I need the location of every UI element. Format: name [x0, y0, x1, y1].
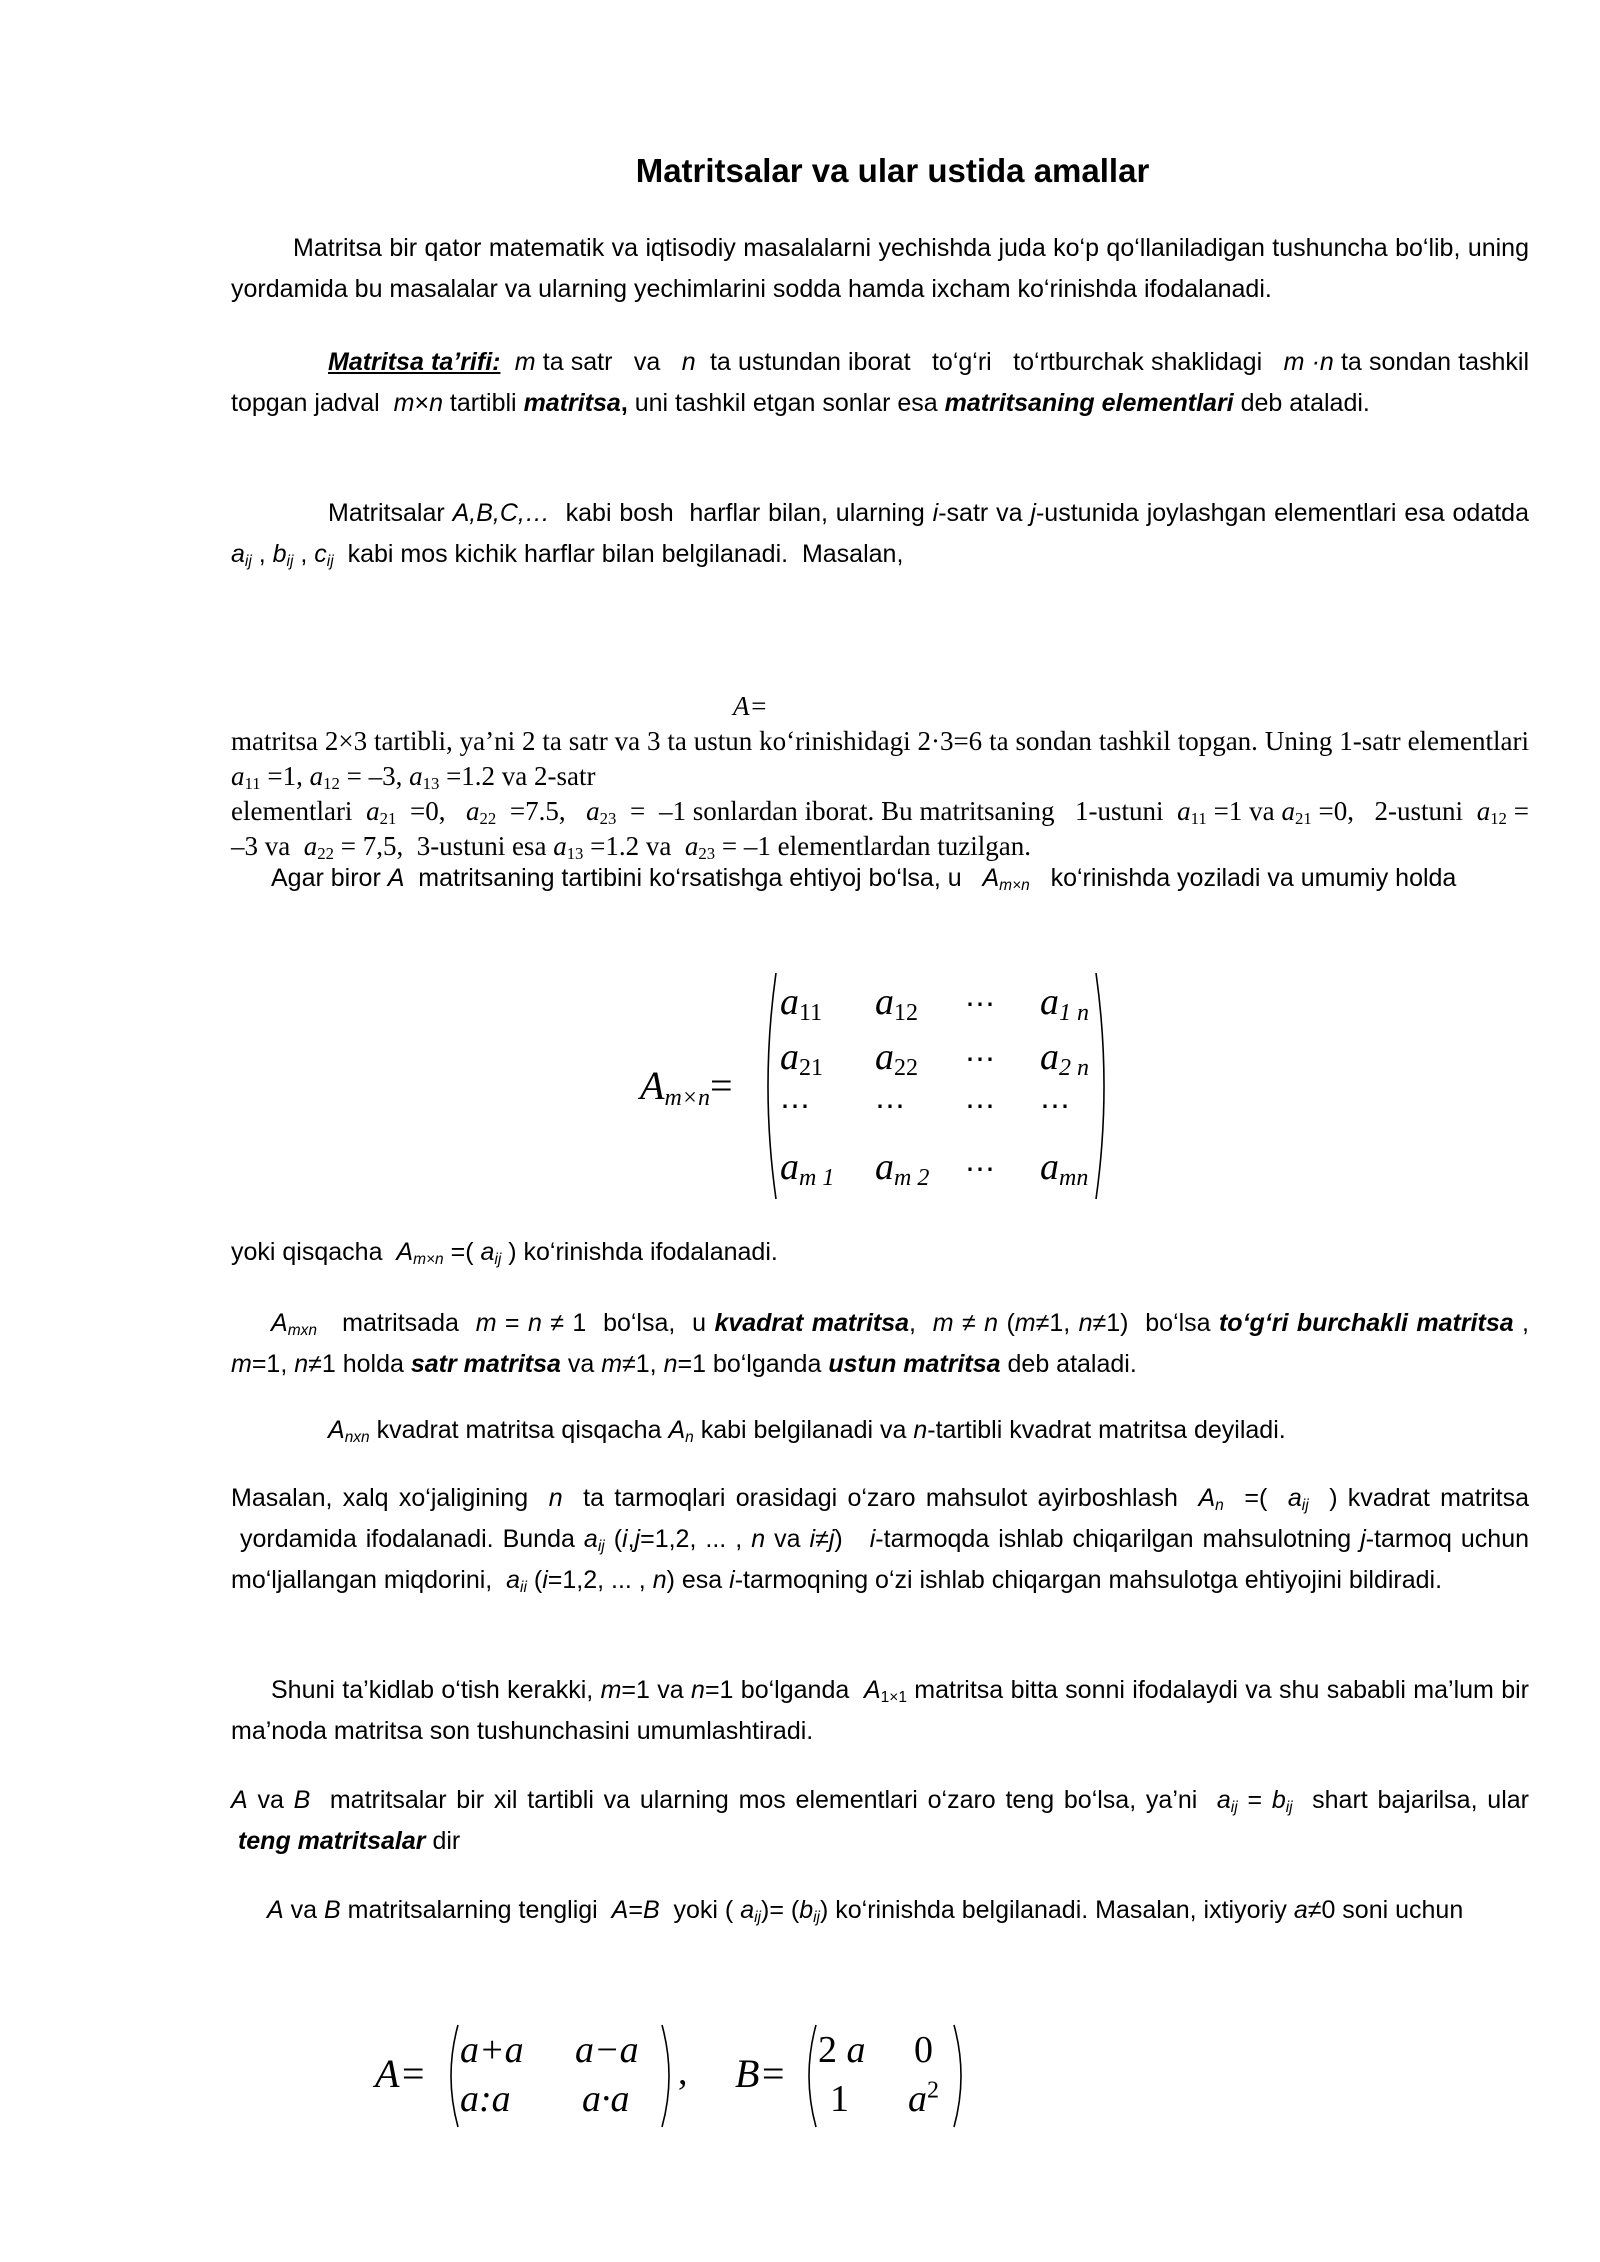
- matrix-element: $a_{1 n}$: [1040, 981, 1089, 1026]
- matrix-element: $a_{mn}$: [1040, 1146, 1089, 1191]
- matrix-types-paragraph: $A_{mxn}$ matritsada m = n ≠ 1 bo‘lsa, u kvadrat matritsa, m ≠ n (m≠1, n≠1) bo‘lsa to‘g‘ri burchakli matritsa , m=1, n≠1 holda satr matritsa va m≠1, n=1 bo‘lganda ustun matritsa deb ataladi.: [231, 1309, 1529, 1378]
- matrix-element: $a_{21}$: [780, 1036, 823, 1081]
- matrix-element: $a_{m 1}$: [780, 1146, 835, 1191]
- short-form-paragraph: yoki qisqacha $A_{m\times n}$ =( $a_{ij}$ ) ko‘rinishda ifodalanadi.: [231, 1238, 778, 1268]
- left-paren: [758, 970, 780, 1202]
- matrix-element: ⋯: [1040, 1090, 1070, 1123]
- matrix-b-right-paren: [950, 2022, 970, 2130]
- example-matrices-formula: [370, 2020, 990, 2130]
- page-title: Matritsalar va ular ustida amallar: [635, 152, 1150, 189]
- right-paren: [1092, 970, 1114, 1202]
- one-by-one-paragraph: Shuni ta’kidlab o‘tish kerakki, m=1 va n=1 bo‘lganda $A_{1\times 1}$ matritsa bitta sonni ifodalaydi va shu sababli ma’lum bir ma’noda matritsa son tushunchasini umumlashtiradi.: [231, 1676, 1529, 1745]
- matrix-element: $a_{12}$: [875, 981, 918, 1026]
- matrix-a-cell: a−a: [575, 2029, 639, 2071]
- square-matrix-paragraph: $A_{nxn}$ kvadrat matritsa qisqacha $A_n$ kabi belgilanadi va n-tartibli kvadrat matritsa deyiladi.: [328, 1416, 1286, 1446]
- equality-notation-paragraph: A va B matritsalarning tengligi A=B yoki ( $a_{ij})= (b_{ij})$ ko‘rinishda belgilanadi. Masalan, ixtiyoriy a≠0 soni uchun: [267, 1896, 1464, 1926]
- matrix-element: ⋯: [875, 1090, 905, 1123]
- matrix-a-right-paren: [658, 2022, 678, 2130]
- matrix-b-label: B=: [735, 2051, 787, 2096]
- matrix-b-cell: $a^2$: [908, 2077, 939, 2120]
- matrix-a-cell: a+a: [460, 2029, 524, 2071]
- definition-paragraph: Matritsa ta’rifi: m ta satr va n ta ustundan iborat to‘g‘ri to‘rtburchak shaklidagi m ·n ta sondan tashkil topgan jadval m×n tartibli matritsa, uni tashkil etgan sonlar esa matritsaning elementlari deb ataladi.: [231, 348, 1529, 417]
- matrix-element: ⋯: [965, 1043, 995, 1076]
- matrix-a-cell: a:a: [460, 2078, 511, 2120]
- example-matrix-label: A=: [733, 691, 768, 721]
- matrix-a-left-paren: [442, 2022, 462, 2130]
- economics-example-paragraph: Masalan, xalq xo‘jaligining n ta tarmoqlari orasidagi o‘zaro mahsulot ayirboshlash $A_n$ =( $a_{ij}$ ) kvadrat matritsa yordamida ifodalanadi. Bunda $a_{ij}$ (i,j=1,2, ... , n va i≠j) i-tarmoqda ishlab chiqarilgan mahsulotning j-tarmoq uchun mo‘ljallangan miqdorini, $a_{ii}$ (i=1,2, ... , n) esa i-tarmoqning o‘zi ishlab chiqargan mahsulotga ehtiyojini bildiradi.: [231, 1484, 1529, 1596]
- general-matrix-formula: [640, 970, 1120, 1210]
- matrix-element: $a_{2 n}$: [1040, 1036, 1089, 1081]
- matrix-b-left-paren: [800, 2022, 820, 2130]
- order-paragraph: Agar biror A matritsaning tartibini ko‘rsatishga ehtiyoj bo‘lsa, u $A_{m\times n}$ ko‘rinishda yoziladi va umumiy holda: [271, 864, 1457, 894]
- matrix-name: $A_{m\times n}=$: [640, 1063, 733, 1111]
- separator-comma: ,: [678, 2051, 688, 2093]
- matrix-element: $a_{22}$: [875, 1036, 918, 1081]
- matrix-b-cell: 0: [914, 2029, 933, 2071]
- matrix-element: ⋯: [965, 1153, 995, 1186]
- intro-paragraph: Matritsa bir qator matematik va iqtisodiy masalalarni yechishda juda ko‘p qo‘llaniladigan tushuncha bo‘lib, uning yordamida bu masalalar va ularning yechimlarini sodda hamda ixcham ko‘rinishda ifodalanadi.: [231, 234, 1529, 303]
- example-explanation: matritsa 2×3 tartibli, ya’ni 2 ta satr va 3 ta ustun ko‘rinishidagi 2·3=6 ta sondan tashkil topgan. Uning 1-satr elementlari $a_{11} =1$, $a_{12} = -3$, $a_{13} =1.2$ va 2-satr elementlari $a_{21} =0$, $a_{22} =7.5$, $a_{23} = -1$ sonlardan iborat. Bu matritsaning 1-ustuni $a_{11} =1$ va $a_{21} =0$, 2-ustuni $a_{12} = -3$ va $a_{22} = 7,5$, 3-ustuni esa $a_{13} =1.2$ va $a_{23} = -1$ elementlardan tuzilgan.: [231, 726, 1529, 864]
- matrix-element: ⋯: [965, 1090, 995, 1123]
- notation-paragraph: Matritsalar A,B,C,… kabi bosh harflar bilan, ularning i-satr va j-ustunida joylashgan elementlari esa odatda $a_{ij}$ , $b_{ij}$ , $c_{ij}$ kabi mos kichik harflar bilan belgilanadi. Masalan,: [231, 499, 1529, 570]
- matrix-element: ⋯: [965, 988, 995, 1021]
- matrix-b-cell: 1: [830, 2078, 849, 2120]
- matrix-element: $a_{m 2}$: [875, 1146, 930, 1191]
- matrix-a-cell: a·a: [582, 2078, 630, 2120]
- matrix-element: $a_{11}$: [780, 981, 823, 1026]
- matrix-a-label: A=: [375, 2051, 427, 2096]
- equality-definition-paragraph: A va B matritsalar bir xil tartibli va ularning mos elementlari o‘zaro teng bo‘lsa, ya’ni $a_{ij} = b_{ij}$ shart bajarilsa, ular teng matritsalar dir: [231, 1786, 1529, 1855]
- matrix-element: ⋯: [780, 1090, 810, 1123]
- matrix-b-cell: 2 a: [818, 2029, 866, 2071]
